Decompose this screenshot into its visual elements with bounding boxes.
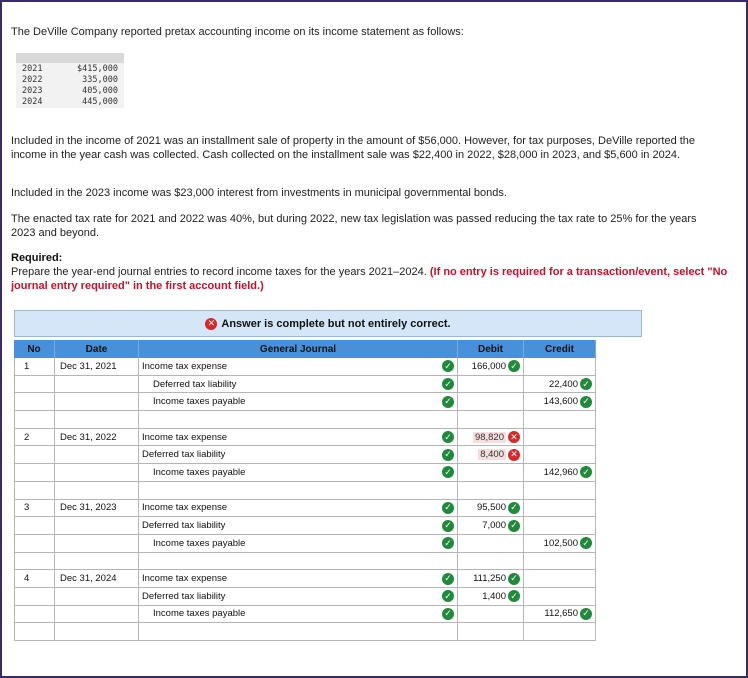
credit-cell[interactable] (524, 358, 596, 376)
debit-cell[interactable] (458, 446, 524, 464)
credit-cell[interactable] (524, 570, 596, 588)
account-name: Deferred tax liability (142, 449, 226, 461)
blank-cell[interactable] (14, 553, 55, 571)
blank-cell[interactable] (139, 623, 458, 641)
header-debit: Debit (458, 340, 524, 358)
income-row (22, 97, 118, 108)
required-title: Required: (11, 252, 63, 264)
debit-value: 98,820 (474, 431, 504, 443)
entry-number: 1 (14, 358, 55, 376)
credit-cell[interactable] (524, 464, 596, 482)
credit-cell[interactable] (524, 606, 596, 624)
entry-number (14, 376, 55, 394)
banner-text: Answer is complete but not entirely correct. (221, 317, 451, 330)
credit-cell[interactable] (524, 446, 596, 464)
blank-cell[interactable] (524, 482, 596, 500)
entry-date (55, 446, 139, 464)
debit-value: 1,400 (482, 590, 506, 602)
credit-cell[interactable] (524, 376, 596, 394)
debit-cell[interactable] (458, 464, 524, 482)
account-name: Income taxes payable (153, 608, 246, 620)
check-circle-icon: ✓ (442, 537, 454, 549)
header-date: Date (55, 340, 139, 358)
account-name: Income tax expense (142, 360, 228, 372)
debit-cell[interactable] (458, 358, 524, 376)
table-row (14, 588, 596, 606)
blank-cell[interactable] (14, 623, 55, 641)
check-circle-icon: ✓ (442, 608, 454, 620)
check-circle-icon: ✓ (442, 378, 454, 390)
header-general-journal: General Journal (139, 340, 458, 358)
paragraph-tax-rate: The enacted tax rate for 2021 and 2022 was 40%, but during 2022, new tax legislation was passed reducing the tax rate to 25% for the years 2023 and beyond. (11, 213, 697, 239)
entry-date: Dec 31, 2023 (55, 500, 139, 518)
credit-cell[interactable] (524, 393, 596, 411)
blank-cell[interactable] (139, 553, 458, 571)
required-text (11, 266, 731, 293)
table-row-blank (14, 482, 596, 500)
income-table (16, 53, 124, 111)
debit-cell[interactable] (458, 429, 524, 447)
credit-value: 142,960 (543, 466, 578, 478)
check-circle-icon: ✓ (442, 449, 454, 461)
entry-number (14, 535, 55, 553)
income-amount: 405,000 (82, 86, 118, 96)
journal-table-header (14, 340, 596, 358)
check-circle-icon: ✓ (442, 396, 454, 408)
table-row (14, 393, 596, 411)
debit-cell[interactable] (458, 393, 524, 411)
account-name: Deferred tax liability (153, 378, 237, 390)
credit-value: 22,400 (548, 378, 578, 390)
account-cell[interactable] (139, 429, 458, 447)
income-amount: 335,000 (82, 75, 118, 85)
blank-cell[interactable] (524, 623, 596, 641)
entry-number: 3 (14, 500, 55, 518)
credit-value: 102,500 (543, 537, 578, 549)
table-row (14, 446, 596, 464)
debit-value: 8,400 (480, 449, 504, 461)
blank-cell[interactable] (14, 482, 55, 500)
account-cell[interactable] (139, 358, 458, 376)
table-row (14, 570, 596, 588)
account-cell[interactable] (139, 606, 458, 624)
entry-date (55, 606, 139, 624)
entry-date: Dec 31, 2022 (55, 429, 139, 447)
blank-cell[interactable] (524, 553, 596, 571)
blank-cell[interactable] (458, 482, 524, 500)
paragraph-installment-sale: Included in the income of 2021 was an installment sale of property in the amount of $56,000. However, for tax purposes, DeVille reported the income in the year cash was collected. Cash collected on the installment sale was $22,400 in 2022, $28,000 in 2023, and $5,600 in 2024. (11, 135, 696, 161)
account-name: Income tax expense (142, 573, 228, 585)
credit-cell[interactable] (524, 535, 596, 553)
entry-number: 4 (14, 570, 55, 588)
check-circle-icon: ✓ (508, 520, 520, 532)
debit-cell[interactable] (458, 588, 524, 606)
income-year: 2023 (22, 86, 43, 96)
account-cell[interactable] (139, 500, 458, 518)
entry-date (55, 393, 139, 411)
account-cell[interactable] (139, 376, 458, 394)
check-circle-icon: ✓ (442, 573, 454, 585)
debit-cell[interactable] (458, 570, 524, 588)
account-cell[interactable] (139, 517, 458, 535)
table-row (14, 500, 596, 518)
table-row (14, 517, 596, 535)
entry-number (14, 588, 55, 606)
income-year: 2021 (22, 64, 43, 74)
entry-number (14, 517, 55, 535)
check-circle-icon: ✓ (442, 502, 454, 514)
table-row (14, 429, 596, 447)
income-row (22, 64, 118, 75)
credit-cell[interactable] (524, 588, 596, 606)
credit-cell[interactable] (524, 429, 596, 447)
entry-date (55, 517, 139, 535)
debit-cell[interactable] (458, 500, 524, 518)
income-year: 2022 (22, 75, 43, 85)
table-row-blank (14, 411, 596, 429)
debit-value: 7,000 (482, 520, 506, 532)
blank-cell[interactable] (55, 411, 139, 429)
check-circle-icon: ✓ (442, 590, 454, 602)
check-circle-icon: ✓ (508, 502, 520, 514)
debit-cell[interactable] (458, 376, 524, 394)
account-name: Deferred tax liability (142, 520, 226, 532)
table-row (14, 358, 596, 376)
check-circle-icon: ✓ (580, 608, 592, 620)
account-cell[interactable] (139, 588, 458, 606)
entry-date (55, 535, 139, 553)
account-cell[interactable] (139, 446, 458, 464)
account-cell[interactable] (139, 535, 458, 553)
account-name: Income taxes payable (153, 396, 246, 408)
check-circle-icon: ✓ (508, 590, 520, 602)
entry-date (55, 376, 139, 394)
entry-number (14, 393, 55, 411)
entry-date: Dec 31, 2024 (55, 570, 139, 588)
debit-cell[interactable] (458, 517, 524, 535)
income-year: 2024 (22, 97, 43, 107)
blank-cell[interactable] (139, 411, 458, 429)
table-row (14, 464, 596, 482)
blank-cell[interactable] (458, 411, 524, 429)
table-row (14, 376, 596, 394)
entry-number (14, 606, 55, 624)
table-row-blank (14, 553, 596, 571)
credit-value: 112,650 (544, 608, 578, 620)
account-cell[interactable] (139, 393, 458, 411)
check-circle-icon: ✓ (442, 360, 454, 372)
intro-text: The DeVille Company reported pretax accounting income on its income statement as follows: (11, 26, 464, 38)
entry-date (55, 588, 139, 606)
account-name: Income taxes payable (153, 466, 246, 478)
entry-number (14, 446, 55, 464)
x-circle-icon: ✕ (508, 449, 520, 461)
blank-cell[interactable] (55, 553, 139, 571)
blank-cell[interactable] (458, 623, 524, 641)
blank-cell[interactable] (139, 482, 458, 500)
entry-number (14, 464, 55, 482)
income-table-header (16, 53, 124, 63)
paragraph-municipal-interest: Included in the 2023 income was $23,000 interest from investments in municipal governmental bonds. (11, 187, 507, 199)
check-circle-icon: ✓ (442, 466, 454, 478)
income-row (22, 75, 118, 86)
entry-date: Dec 31, 2021 (55, 358, 139, 376)
entry-date (55, 464, 139, 482)
check-circle-icon: ✓ (580, 396, 592, 408)
income-amount: 445,000 (82, 97, 118, 107)
debit-value: 166,000 (471, 360, 506, 372)
required-note: (If no entry is required for a transaction/event, select "No journal entry required" in the first account field.) (11, 266, 728, 292)
account-name: Income tax expense (142, 431, 228, 443)
header-no: No (14, 340, 55, 358)
check-circle-icon: ✓ (580, 378, 592, 390)
check-circle-icon: ✓ (442, 431, 454, 443)
x-circle-icon: ✕ (508, 431, 520, 443)
income-row (22, 86, 118, 97)
debit-value: 111,250 (473, 573, 506, 585)
required-instruction: Prepare the year-end journal entries to record income taxes for the years 2021–2024. (11, 266, 427, 278)
table-row (14, 606, 596, 624)
journal-table-body (14, 358, 596, 641)
account-name: Deferred tax liability (142, 590, 226, 602)
income-amount: $415,000 (77, 64, 118, 74)
blank-cell[interactable] (55, 482, 139, 500)
blank-cell[interactable] (14, 411, 55, 429)
check-circle-icon: ✓ (442, 520, 454, 532)
x-circle-icon: ✕ (205, 318, 217, 330)
check-circle-icon: ✓ (580, 466, 592, 478)
credit-cell[interactable] (524, 500, 596, 518)
account-cell[interactable] (139, 570, 458, 588)
check-circle-icon: ✓ (508, 360, 520, 372)
blank-cell[interactable] (55, 623, 139, 641)
income-table-body (16, 63, 124, 108)
entry-number: 2 (14, 429, 55, 447)
table-row-blank (14, 623, 596, 641)
debit-value: 95,500 (476, 502, 506, 514)
credit-value: 143,600 (543, 396, 578, 408)
credit-cell[interactable] (524, 517, 596, 535)
answer-status-banner (14, 310, 642, 337)
check-circle-icon: ✓ (508, 573, 520, 585)
account-name: Income tax expense (142, 502, 228, 514)
header-credit: Credit (524, 340, 596, 358)
debit-cell[interactable] (458, 535, 524, 553)
debit-cell[interactable] (458, 606, 524, 624)
blank-cell[interactable] (524, 411, 596, 429)
table-row (14, 535, 596, 553)
account-name: Income taxes payable (153, 537, 246, 549)
journal-table (14, 340, 596, 641)
blank-cell[interactable] (458, 553, 524, 571)
account-cell[interactable] (139, 464, 458, 482)
check-circle-icon: ✓ (580, 537, 592, 549)
